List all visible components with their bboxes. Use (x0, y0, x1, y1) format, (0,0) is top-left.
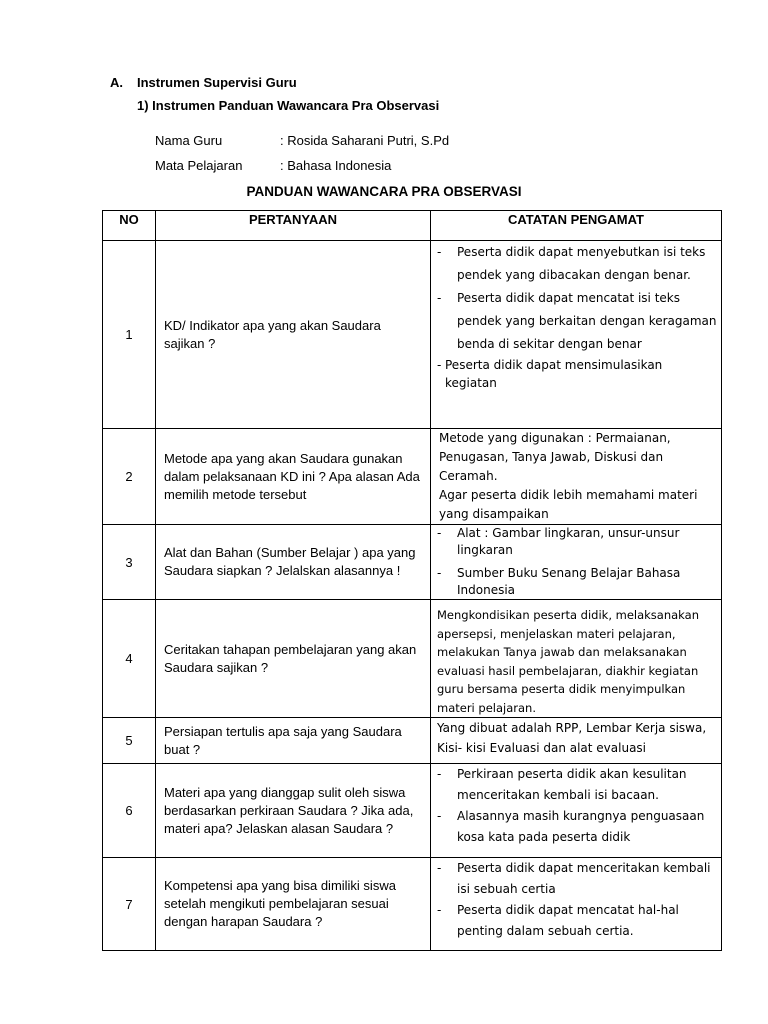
table-row (103, 241, 722, 429)
table-row (103, 718, 722, 764)
notes-cell (431, 600, 722, 718)
notes-cell (431, 718, 722, 764)
table-row (103, 858, 722, 951)
note-item: - Perkiraan peserta didik akan kesulitan menceritakan kembali isi bacaan. (437, 767, 687, 802)
teacher-name-label: Nama Guru (155, 133, 223, 148)
note-item: - Alat : Gambar lingkaran, unsur-unsur lingkaran (437, 526, 680, 557)
interview-table (102, 210, 722, 951)
question-cell (156, 600, 431, 718)
row-number: 2 (103, 429, 156, 525)
question-cell (156, 764, 431, 858)
notes-cell (431, 241, 722, 429)
note-item: Yang dibuat adalah RPP, Lembar Kerja siswa, Kisi- kisi Evaluasi dan alat evaluasi (437, 721, 707, 755)
notes-cell (431, 764, 722, 858)
question-cell (156, 241, 431, 429)
note-item: - Peserta didik dapat menyebutkan isi teks pendek yang dibacakan dengan benar. (437, 245, 706, 282)
subsection-heading: 1) Instrumen Panduan Wawancara Pra Observasi (137, 98, 440, 113)
table-row (103, 429, 722, 525)
table-row (103, 764, 722, 858)
question-text: KD/ Indikator apa yang akan Saudara sajikan ? (164, 317, 381, 351)
table-header-row (103, 211, 722, 241)
table-row (103, 600, 722, 718)
question-text: Metode apa yang akan Saudara gunakan dalam pelaksanaan KD ini ? Apa alasan Ada memilih metode tersebut (164, 450, 420, 502)
question-cell (156, 718, 431, 764)
row-number: 6 (103, 764, 156, 858)
note-item: - Sumber Buku Senang Belajar Bahasa Indonesia (437, 566, 681, 597)
note-item: Mengkondisikan peserta didik, melaksanakan apersepsi, menjelaskan materi pelajaran, melakukan Tanya jawab dan melaksanakan evaluasi hasil pembelajaran, diakhir kegiatan guru bersama peserta didik menyimpulkan materi pelajaran. (437, 608, 699, 715)
question-text: Persiapan tertulis apa saja yang Saudara buat ? (164, 723, 402, 757)
section-letter: A. (110, 75, 123, 90)
notes-cell (431, 858, 722, 951)
question-cell (156, 525, 431, 600)
notes-cell (431, 429, 722, 525)
question-cell (156, 858, 431, 951)
row-number: 4 (103, 600, 156, 718)
note-item: Agar peserta didik lebih memahami materi yang disampaikan (439, 488, 698, 521)
question-text: Ceritakan tahapan pembelajaran yang akan Saudara sajikan ? (164, 641, 417, 675)
note-item: - Peserta didik dapat mencatat hal-hal penting dalam sebuah certia. (437, 903, 679, 938)
row-number: 5 (103, 718, 156, 764)
header-no: NO (103, 211, 156, 241)
subject-label: Mata Pelajaran (155, 158, 243, 173)
note-item: Metode yang digunakan : Permaianan, Penugasan, Tanya Jawab, Diskusi dan Ceramah. (439, 431, 671, 483)
note-item: - Peserta didik dapat mencatat isi teks pendek yang berkaitan dengan keragaman benda di sekitar dengan benar (437, 291, 717, 351)
row-number: 1 (103, 241, 156, 429)
notes-cell (431, 525, 722, 600)
question-text: Materi apa yang dianggap sulit oleh siswa berdasarkan perkiraan Saudara ? Jika ada, materi apa? Jelaskan alasan Saudara ? (164, 784, 414, 836)
header-question: PERTANYAAN (156, 211, 431, 241)
section-title: Instrumen Supervisi Guru (137, 75, 297, 90)
header-notes: CATATAN PENGAMAT (431, 211, 722, 241)
note-item: - Peserta didik dapat mensimulasikan kegiatan (437, 358, 663, 390)
question-text: Alat dan Bahan (Sumber Belajar ) apa yang Saudara siapkan ? Jelalskan alasannya ! (164, 545, 416, 578)
subject-value: : Bahasa Indonesia (280, 158, 392, 173)
question-cell (156, 429, 431, 525)
note-item: - Peserta didik dapat menceritakan kembali isi sebuah certia (437, 861, 711, 896)
row-number: 7 (103, 858, 156, 951)
section-heading (110, 75, 297, 90)
teacher-name-value: : Rosida Saharani Putri, S.Pd (280, 133, 450, 148)
document-title: PANDUAN WAWANCARA PRA OBSERVASI (246, 184, 522, 199)
table-row (103, 525, 722, 600)
question-text: Kompetensi apa yang bisa dimiliki siswa setelah mengikuti pembelajaran sesuai dengan harapan Saudara ? (164, 878, 396, 929)
row-number: 3 (103, 525, 156, 600)
note-item: - Alasannya masih kurangnya penguasaan kosa kata pada peserta didik (437, 809, 705, 844)
